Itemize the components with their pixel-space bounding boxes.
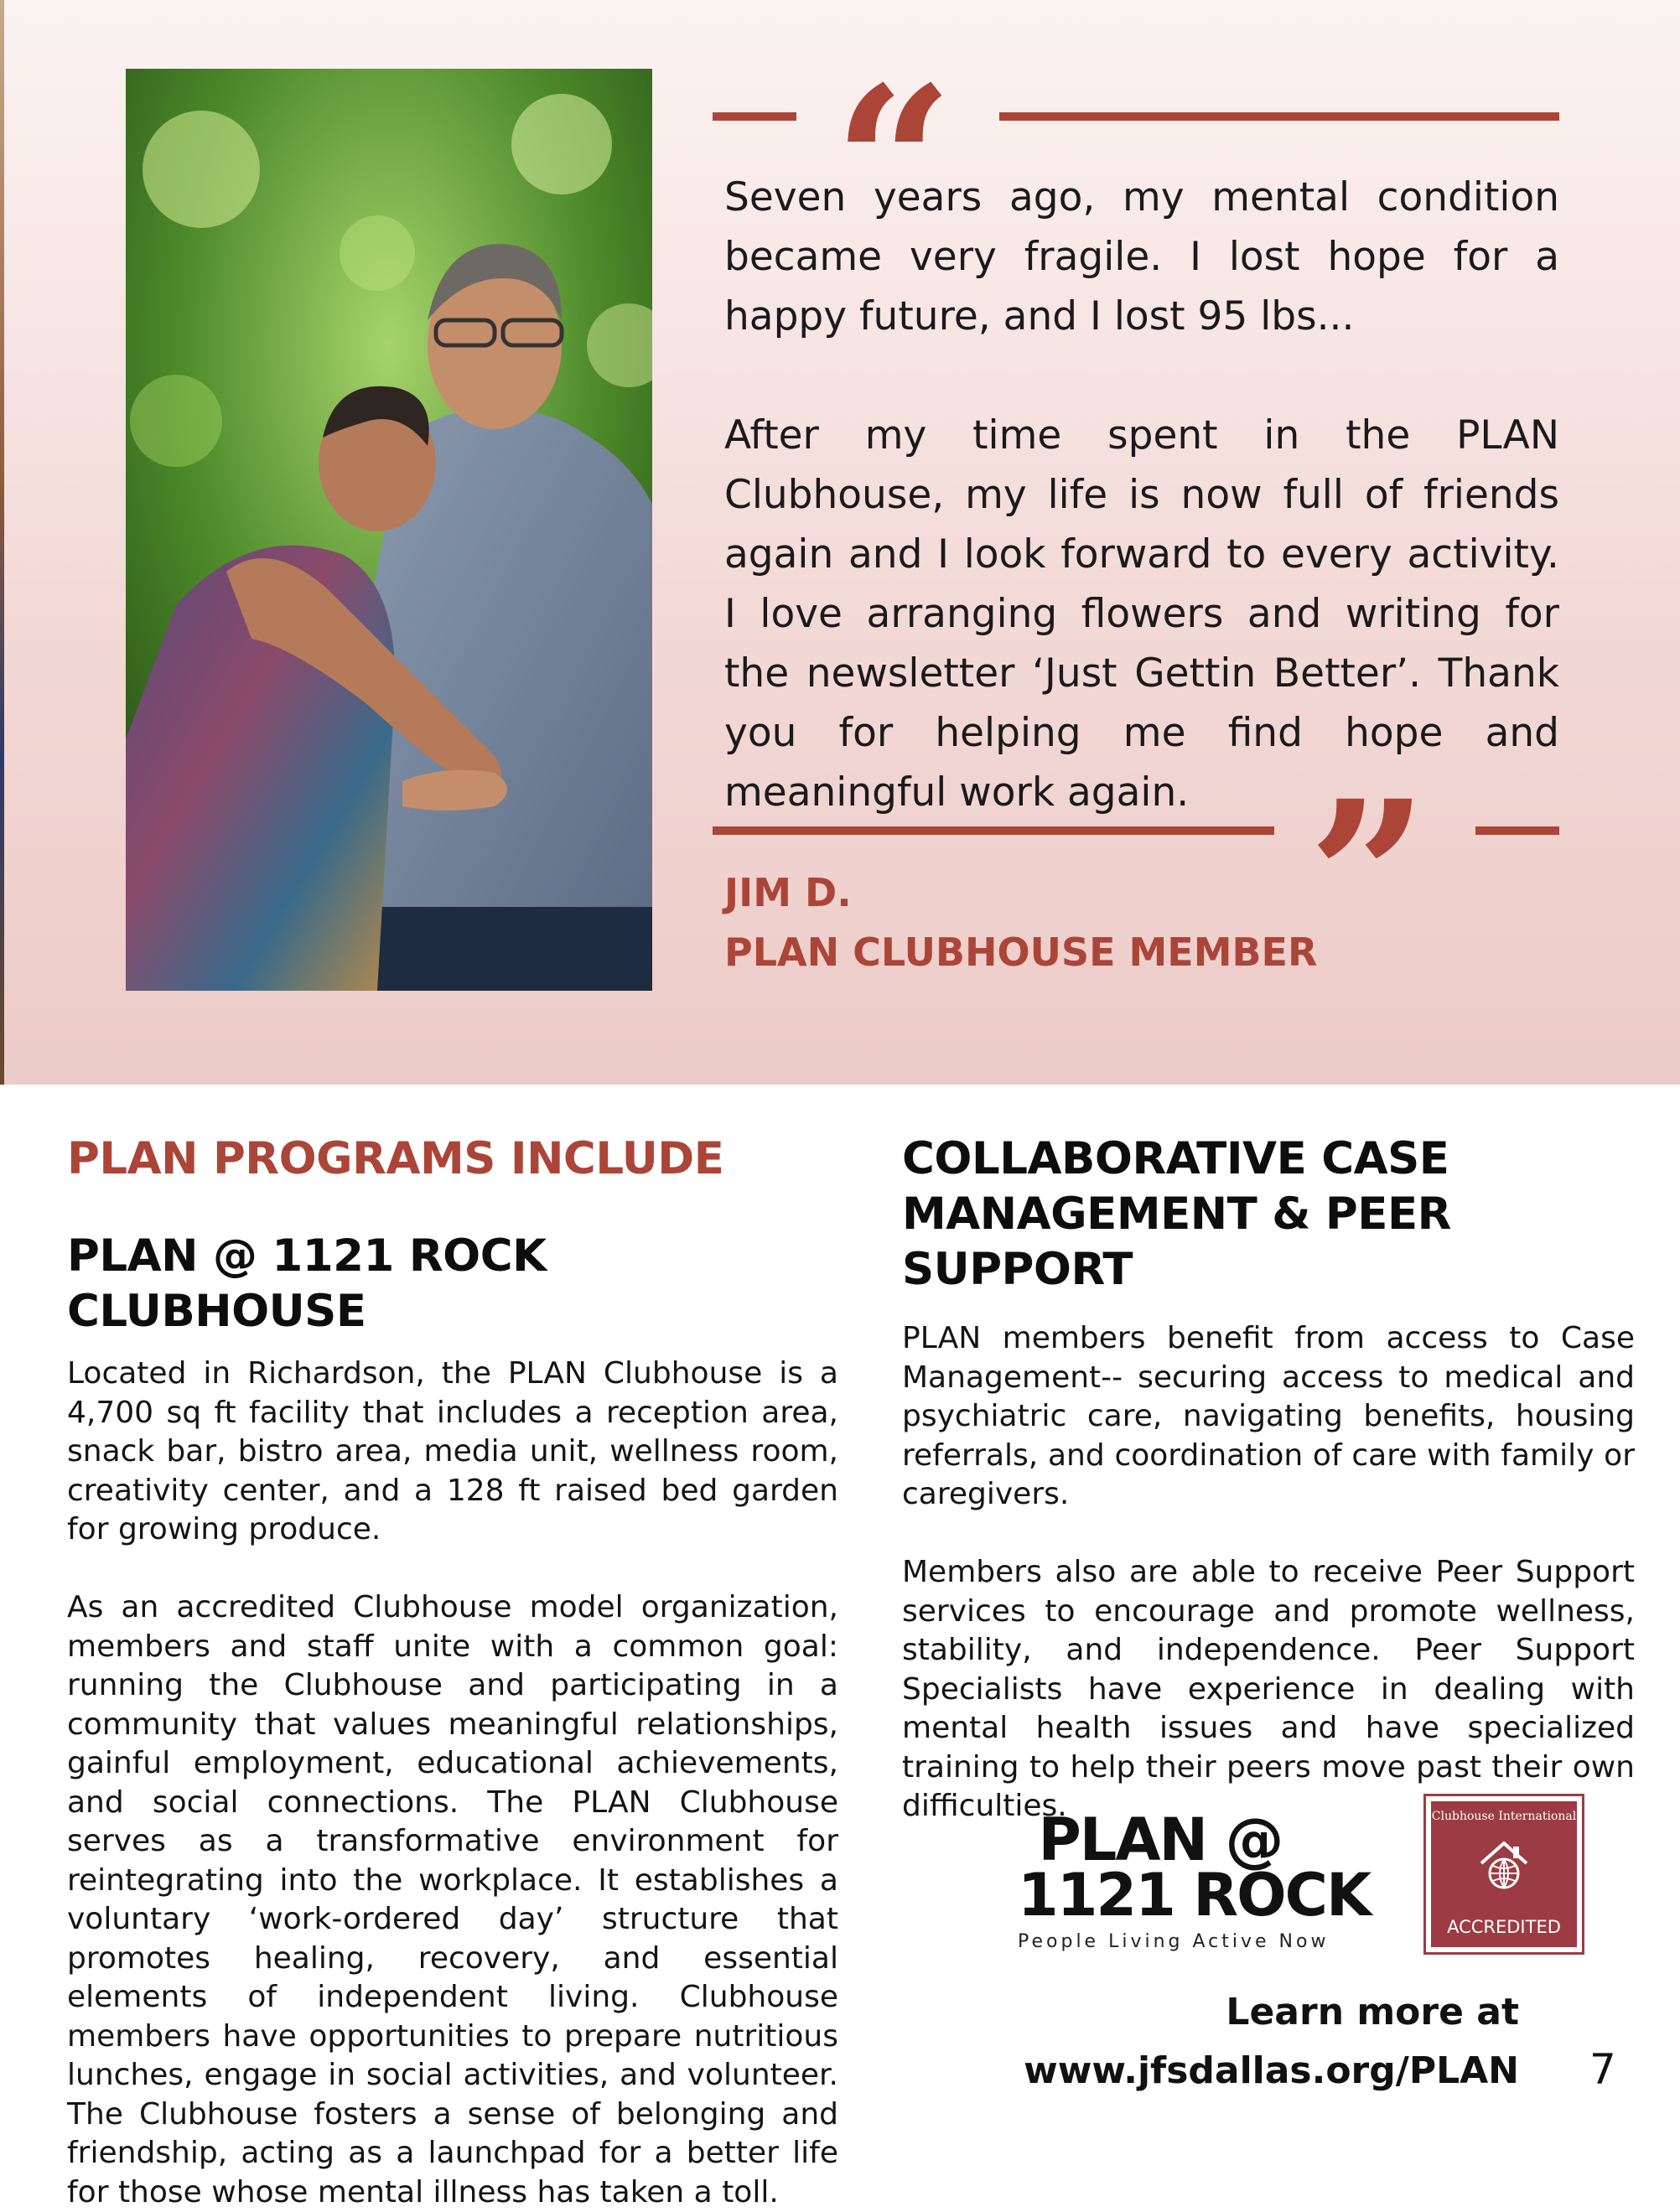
case-management-column xyxy=(902,1132,1635,1826)
case-management-heading xyxy=(902,1132,1635,1298)
badge-org: Clubhouse International xyxy=(1431,1810,1577,1823)
logo-tagline: People Living Active Now xyxy=(1018,1931,1330,1952)
case-management-paragraph: PLAN members benefit from access to Case Management-- securing access to medical and psychiatric care, navigating benefits, housing referrals, and coordination of care with family or caregivers. xyxy=(902,1321,1635,1511)
learn-more xyxy=(989,1983,1519,2101)
member-photo xyxy=(126,69,652,991)
spread-edge xyxy=(0,0,4,1085)
learn-more-label: Learn more at xyxy=(1226,1991,1519,2033)
plan-1121-rock-logo xyxy=(1018,1805,1371,1952)
page-number: 7 xyxy=(1589,2045,1616,2094)
programs-column xyxy=(67,1132,838,2212)
clubhouse-international-badge xyxy=(1423,1794,1584,1955)
quote-paragraph: Seven years ago, my mental condition became very fragile. I lost hope for a happy future, and I lost 95 lbs... xyxy=(724,174,1559,339)
section-kicker: PLAN PROGRAMS INCLUDE xyxy=(67,1133,724,1184)
testimonial-attribution xyxy=(724,863,1317,982)
couple-photo-illustration xyxy=(126,69,652,991)
website-link[interactable]: www.jfsdallas.org/PLAN xyxy=(1024,2049,1519,2092)
quote-rule-bottom-left xyxy=(713,826,1274,835)
close-quote-icon: ” xyxy=(1308,754,1429,1001)
quote-rule-bottom-right xyxy=(1475,826,1559,835)
heading-line: COLLABORATIVE CASE xyxy=(902,1133,1449,1184)
quote-paragraph: After my time spent in the PLAN Clubhouse, my life is now full of friends again and I look forward to every activity. I love arranging flowers and writing for the newsletter ‘Just Gettin Better’. Thank you for helping me find hope and meaningful work again. xyxy=(724,412,1559,816)
peer-support-paragraph: Members also are able to receive Peer Support services to encourage and promote wellness, stability, and independence. Peer Support Specialists have experience in dealing with mental health issues and have specialized training to help their peers move past their own difficulties. xyxy=(902,1555,1635,1823)
clubhouse-paragraph: As an accredited Clubhouse model organization, members and staff unite with a common goal: running the Clubhouse and participating in a community that values meaningful relationships, gainful employment, educational achievements, and social connections. The PLAN Clubhouse serves as a transformative environment for reintegrating into the workplace. It establishes a voluntary ‘work-ordered day’ structure that promotes healing, recovery, and essential elements of independent living. Clubhouse members have opportunities to prepare nutritious lunches, engage in social activities, and volunteer. The Clubhouse fosters a sense of belonging and friendship, acting as a launchpad for a better life for those whose mental illness has taken a toll. xyxy=(67,1590,838,2209)
heading-line: MANAGEMENT & PEER SUPPORT xyxy=(902,1189,1451,1295)
house-globe-icon xyxy=(1475,1835,1533,1893)
clubhouse-heading: PLAN @ 1121 ROCK CLUBHOUSE xyxy=(67,1230,547,1337)
quote-rule-top-right xyxy=(999,112,1559,121)
badge-status: ACCREDITED xyxy=(1447,1917,1561,1937)
member-name: JIM D. xyxy=(724,870,852,915)
quote-rule-top-left xyxy=(713,112,796,121)
testimonial-quote xyxy=(724,168,1559,822)
logo-line: 1121 ROCK xyxy=(1018,1861,1371,1930)
logo-line: PLAN @ xyxy=(1038,1805,1283,1874)
open-quote-icon: “ xyxy=(833,40,954,287)
clubhouse-paragraph: Located in Richardson, the PLAN Clubhouse is a 4,700 sq ft facility that includes a reception area, snack bar, bistro area, media unit, wellness room, creativity center, and a 128 ft raised bed garden for growing produce. xyxy=(67,1356,838,1546)
member-role: PLAN CLUBHOUSE MEMBER xyxy=(724,930,1318,975)
